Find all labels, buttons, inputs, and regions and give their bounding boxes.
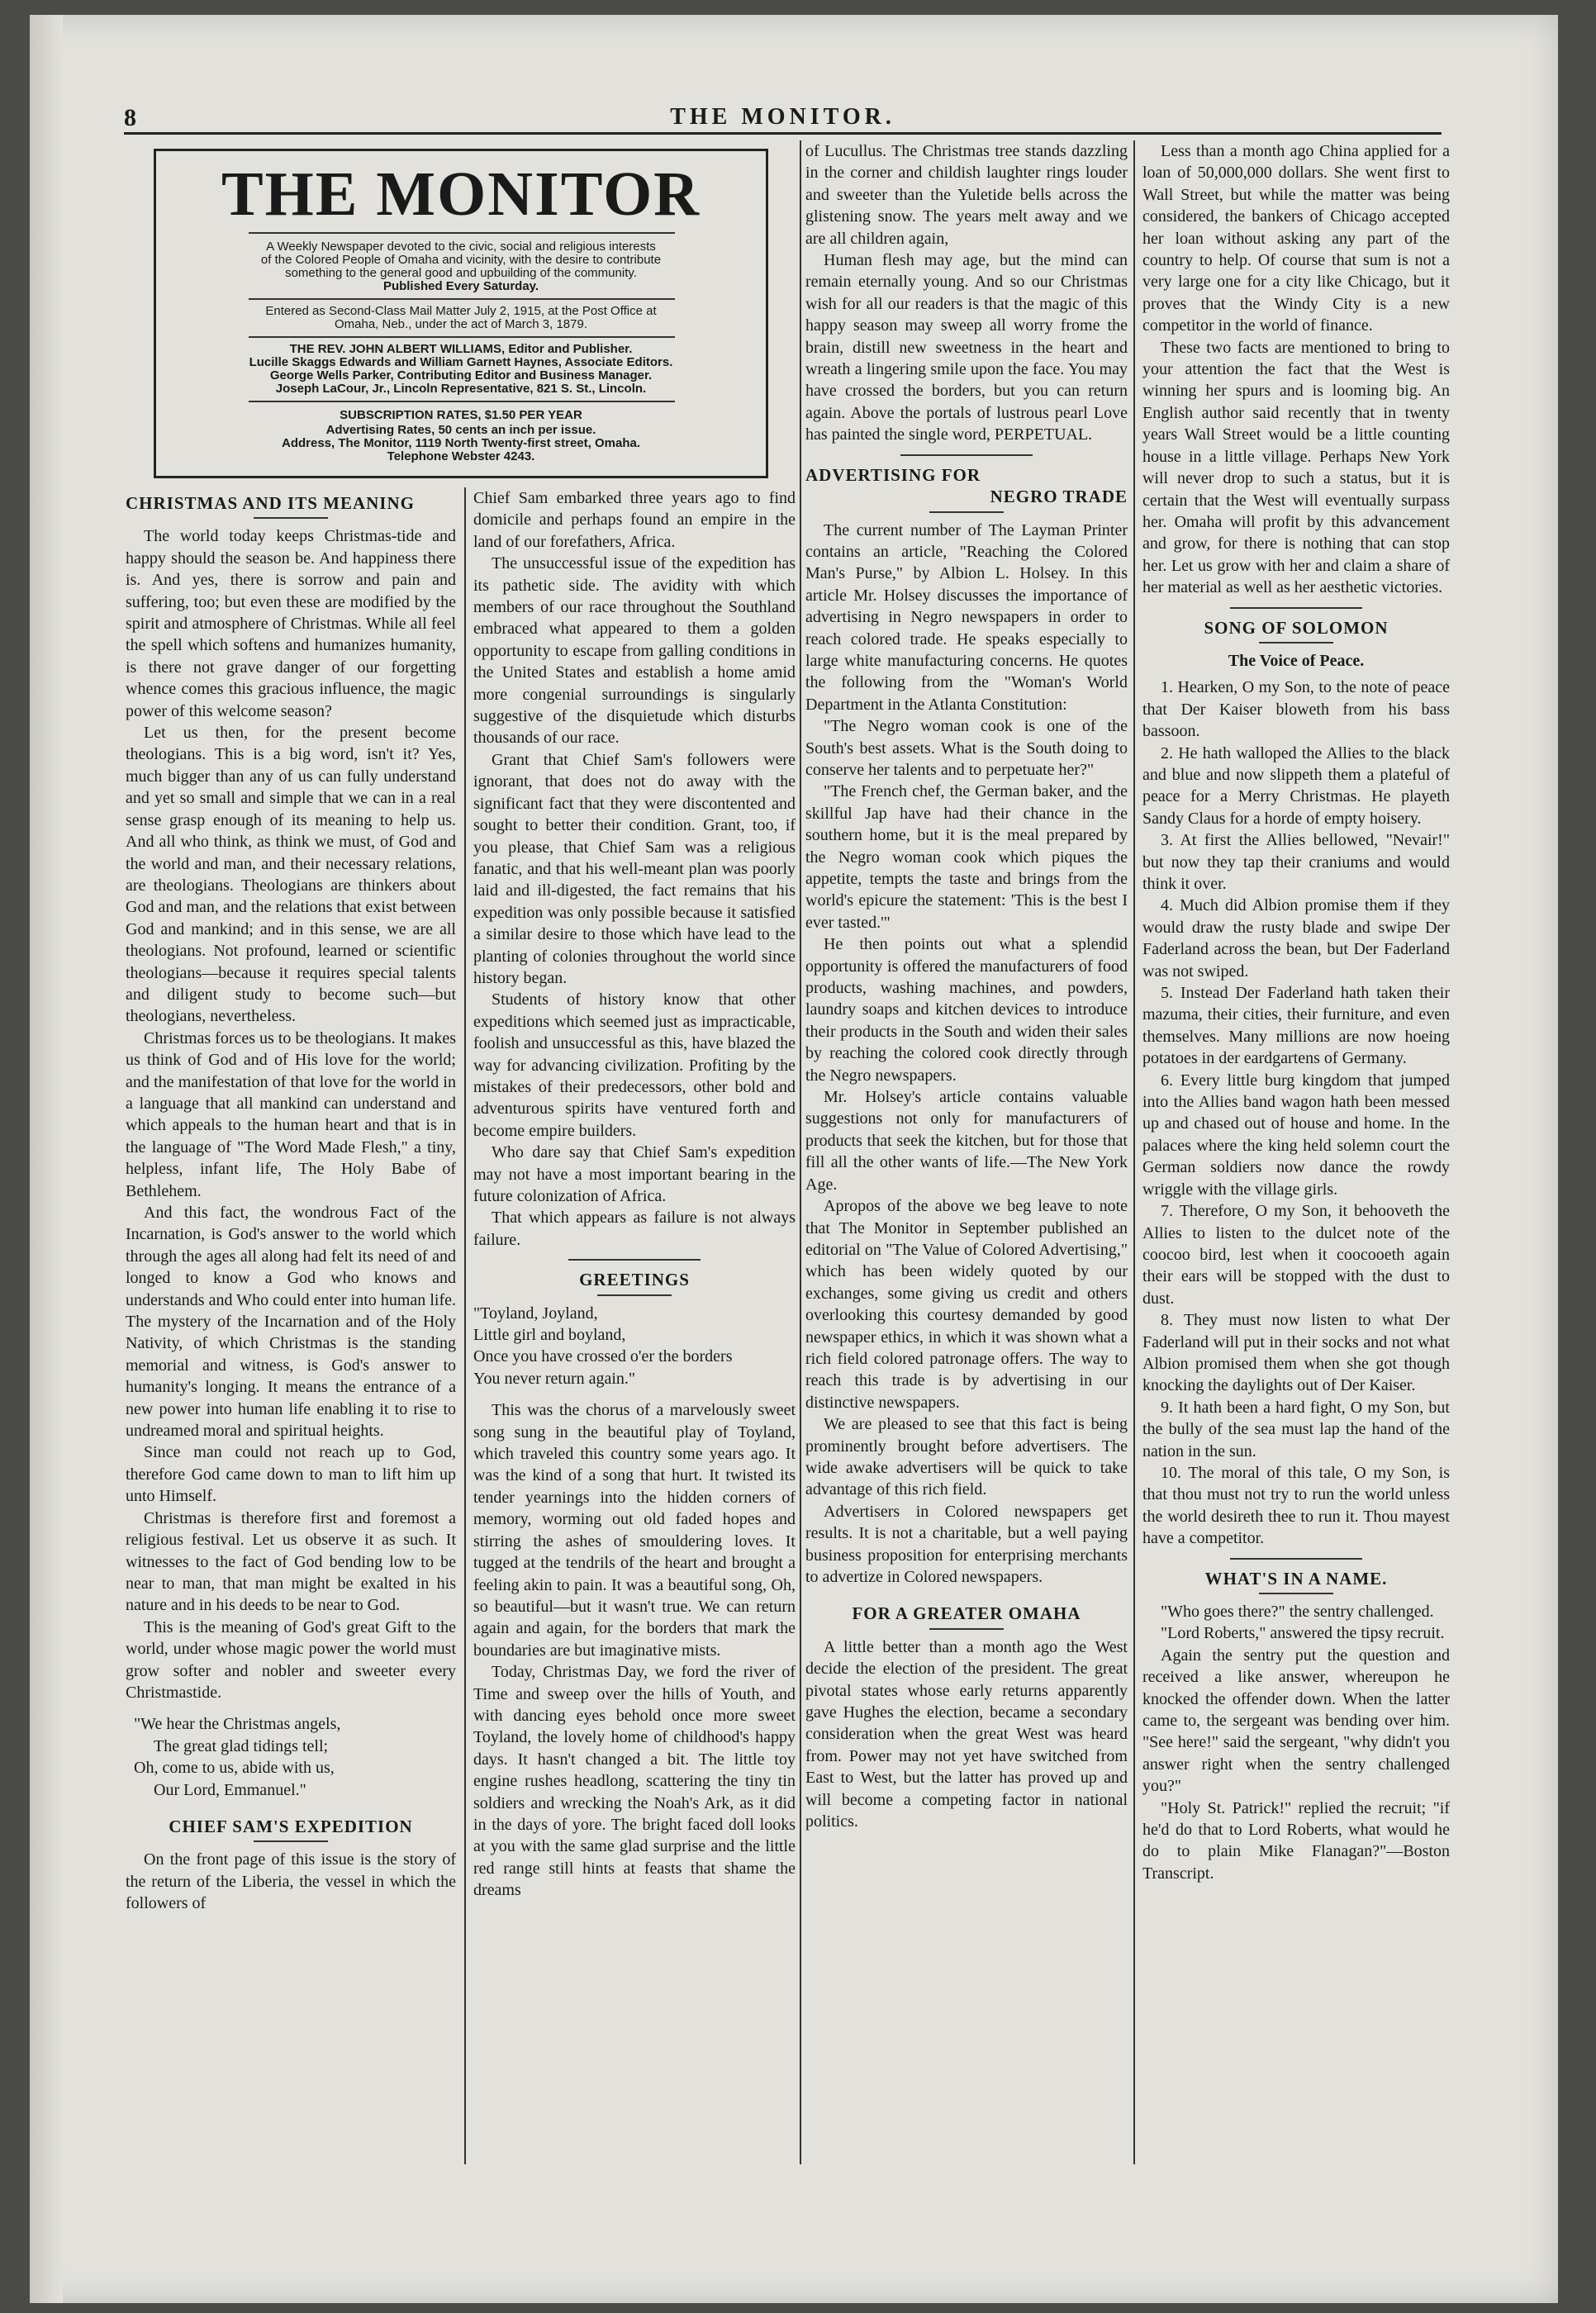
article-headline: GREETINGS <box>579 1270 690 1290</box>
article-paragraph: "Holy St. Patrick!" replied the recruit; "if he'd do that to Lord Roberts, what would he do to plain Mike Flanagan?"—Boston Transcript. <box>1142 1798 1450 1883</box>
page-number: 8 <box>124 104 136 131</box>
headline-rule <box>254 1840 328 1842</box>
column-2 <box>473 487 796 1902</box>
verse-paragraph: 6. Every little burg kingdom that jumped into the Allies band wagon hath been messed up and chased out of house and home. In the palaces where the king held solemn court the German soldiers now dance the rowdy wriggle with the village girls. <box>1142 1071 1450 1199</box>
article-paragraph: This was the chorus of a marvelously sweet song sung in the beautiful play of Toyland, which traveled this country some years ago. It was the kind of a song that hurt. It twisted its tender yearnings into the hidden corners of memory, worming out old faded hopes and stirring the ashes of smouldering loves. It tugged at the tendrils of the heart and brought a feeling akin to pain. It was a beautiful song, Oh, so beautiful—but it wasn't true. We can return again and again, for the borders that mark the boundaries are but imaginative mists. <box>473 1401 796 1660</box>
article-paragraph: We are pleased to see that this fact is being prominently brought before advertisers. The wide awake advertisers will be quick to take advantage of this rich field. <box>805 1415 1128 1499</box>
masthead-description: A Weekly Newspaper devoted to the civic, social and religious interests <box>266 240 656 254</box>
article-paragraph: Who dare say that Chief Sam's expedition may not have a most important bearing in the future colonization of Africa. <box>473 1143 796 1205</box>
article-paragraph: That which appears as failure is not always failure. <box>473 1209 796 1249</box>
article-paragraph: On the front page of this issue is the story of the return of the Liberia, the vessel in which the followers of <box>126 1850 456 1913</box>
article-headline: CHRISTMAS AND ITS MEANING <box>126 493 415 513</box>
article-headline: SONG OF SOLOMON <box>1204 617 1389 638</box>
masthead-entry: Omaha, Neb., under the act of March 3, 1879. <box>334 317 587 331</box>
article-paragraph: These two facts are mentioned to bring to your attention the fact that the West is winning her spurs and is looming big. An English author said recently that in twenty years Wall Street would be a little counting house in a little village. Perhaps New York will never drop to such a status, but it is certain that the West will eventually surpass her. Omaha will profit by this advancement and grow, for there is nothing that can stop her. Let us grow with her and claim a share of her material as well as her aesthetic victories. <box>1142 338 1450 597</box>
article-headline: ADVERTISING FOR <box>805 464 981 485</box>
masthead-editors: Lucille Skaggs Edwards and William Garnett Haynes, Associate Editors. <box>249 355 673 369</box>
advertising-rates: Advertising Rates, 50 cents an inch per issue. <box>325 423 596 437</box>
verse-line: You never return again." <box>473 1369 636 1388</box>
article-paragraph: The unsuccessful issue of the expedition has its pathetic side. The avidity with which members of our race throughout the Southland embraced what appeared to them a golden opportunity to escape from galling conditions in the United States and establish a home amid more congenial surroundings is singularly suggestive of the disquietude which disturbs thousands of our race. <box>473 554 796 748</box>
article-paragraph: The world today keeps Christmas-tide and happy should the season be. And happiness there is. And yes, there is sorrow and pain and suffering, too; but even these are modified by the spirit and atmosphere of Christmas. While all feel the spell which softens and humanizes humanity, is there not grave danger of our forgetting whence comes this gracious influence, the magic power of this welcome season? <box>126 527 456 720</box>
article-subheadline: The Voice of Peace. <box>1228 651 1365 670</box>
section-rule <box>900 454 1033 456</box>
headline-rule <box>929 1628 1004 1630</box>
article-paragraph: Let us then, for the present become theologians. This is a big word, isn't it? Yes, much bigger than any of us can fully understand and yet so small and simple that we can in a real sense grasp enough of its meaning to help us. And all who think, as think we must, of God and the world and man, and their necessary relations, are theologians. Theologians are thinkers about God and man, and the relations that exist between God and mankind; and in this sense, we are all theologians. Not profound, learned or scientific theologians—because it requires special talents and diligent study to become such—but theologians, nevertheless. <box>126 724 456 1026</box>
article-paragraph: Christmas is therefore first and foremost a religious festival. Let us observe it as such. It witnesses to the fact of God bending low to be near to man, that man might be exalted in his nature and in his deeds to be near to God. <box>126 1508 456 1615</box>
masthead-editor: THE REV. JOHN ALBERT WILLIAMS, Editor and Publisher. <box>289 342 633 356</box>
column-rule <box>800 140 801 2164</box>
masthead-representative: Joseph LaCour, Jr., Lincoln Representative, 821 S. St., Lincoln. <box>275 382 647 396</box>
verse-paragraph: 8. They must now listen to what Der Faderland will put in their socks and not what Albion promised them when she got though knocking the daylights out of Der Kaiser. <box>1142 1311 1450 1395</box>
page-header <box>124 104 1442 134</box>
article-paragraph: Apropos of the above we beg leave to note that The Monitor in September published an editorial on "The Value of Colored Advertising," which has been widely quoted by our exchanges, some giving us credit and others overlooking this courtesy demanded by good newspaper ethics, in which it was shown what a rich field colored patronage offers. The way to reach this trade is by advertising in our distinctive newspapers. <box>805 1197 1128 1412</box>
article-headline: CHIEF SAM'S EXPEDITION <box>169 1816 413 1836</box>
article-paragraph: Mr. Holsey's article contains valuable suggestions not only for manufacturers of products that seek the kitchen, but for those that fill all the other wants of life.—The New York Age. <box>805 1088 1128 1194</box>
column-3 <box>805 140 1128 1832</box>
headline-rule <box>1259 642 1333 644</box>
article-paragraph: "The French chef, the German baker, and the skillful Jap have had their chance in the southern home, but it is the meal prepared by the Negro woman cook which piques the appetite, tempts the taste and brings from the world's epicure the statement: 'This is the best I ever tasted.'" <box>805 782 1128 932</box>
masthead-box <box>154 149 768 478</box>
article-paragraph: The current number of The Layman Printer contains an article, "Reaching the Colored Man's Purse," by Albion L. Holsey. In this article Mr. Holsey discusses the importance of advertising in Negro newspapers in order to reach colored trade. He speaks especially to large white manufacturing concerns. He quotes the following from the "Woman's World Department in the Atlanta Constitution: <box>805 520 1128 714</box>
verse-paragraph: 2. He hath walloped the Allies to the black and blue and now slippeth them a plateful of peace for a Merry Christmas. He playeth Sandy Claus for a horde of empty hoisery. <box>1142 743 1450 828</box>
article-paragraph: "Who goes there?" the sentry challenged. <box>1161 1603 1434 1621</box>
article-paragraph: Chief Sam embarked three years ago to find domicile and perhaps found an empire in the land of our forefathers, Africa. <box>473 489 796 551</box>
article-paragraph: Human flesh may age, but the mind can remain eternally young. And so our Christmas wish for all our readers is that the magic of this happy season may sweep all worry frome the brain, distill new sweetness in the heart and wreath a lingering smile upon the face. You may have crossed the borders, but you can return again. Above the portals of lustrous pearl Love has painted the single word, PERPETUAL. <box>805 251 1128 444</box>
article-paragraph: This is the meaning of God's great Gift to the world, under whose magic power the world must grow softer and nobler and sweeter every Christmastide. <box>126 1617 456 1702</box>
verse-line: "Toyland, Joyland, <box>473 1304 598 1323</box>
section-rule <box>568 1259 701 1261</box>
section-rule <box>1230 1558 1362 1560</box>
article-paragraph: Today, Christmas Day, we ford the river of Time and sweep over the hills of Youth, and with dancing eyes behold once more sweet Toyland, the lovely home of childhood's happy days. It hasn't changed a bit. The little toy engine rushes headlong, scattering the tiny tin soldiers and wrecking the Noah's Ark, as it did in the days of yore. The bright faced doll looks at you with the same glad surprise and the little red range still hints at feasts that shame the dreams <box>473 1663 796 1900</box>
masthead-rule <box>249 336 675 338</box>
article-paragraph: Advertisers in Colored newspapers get results. It is not a charitable, but a well paying business proposition for enterprising merchants to advertize in Colored newspapers. <box>805 1502 1128 1586</box>
headline-rule <box>597 1294 672 1296</box>
address: Address, The Monitor, 1119 North Twenty-first street, Omaha. <box>282 436 640 450</box>
running-title: THE MONITOR. <box>670 104 895 130</box>
verse-line: Little girl and boyland, <box>473 1326 626 1345</box>
headline-rule <box>929 511 1004 513</box>
verse-paragraph: 5. Instead Der Faderland hath taken their mazuma, their cities, their furniture, and even themselves. Many millions are now hoeing potatoes in der eardgartens of Germany. <box>1142 984 1450 1068</box>
masthead-rule <box>249 298 675 300</box>
verse-paragraph: 3. At first the Allies bellowed, "Nevair!" but now they tap their craniums and would think it over. <box>1142 831 1450 893</box>
headline-rule <box>254 517 328 519</box>
article-paragraph: Again the sentry put the question and received a like answer, whereupon he knocked the offender down. When the latter came to, the sergeant was bending over him. "See here!" said the sergeant, "why didn't you answer right when the sentry challenged you?" <box>1142 1646 1450 1796</box>
masthead-rule <box>249 401 675 402</box>
article-paragraph: He then points out what a splendid opportunity is offered the manufacturers of food products, washing machines, and powders, laundry soaps and kitchen devices to introduce their products in the South and widen their sales by reaching the colored cook directly through the Negro newspapers. <box>805 935 1128 1085</box>
article-headline: FOR A GREATER OMAHA <box>852 1603 1081 1624</box>
subscription-rates: SUBSCRIPTION RATES, $1.50 PER YEAR <box>340 408 582 422</box>
masthead-entry: Entered as Second-Class Mail Matter July 2, 1915, at the Post Office at <box>265 304 657 318</box>
masthead-publication: Published Every Saturday. <box>382 279 539 293</box>
column-1 <box>126 487 456 1915</box>
verse-line: "We hear the Christmas angels, <box>134 1715 341 1734</box>
article-paragraph: Since man could not reach up to God, therefore God came down to man to lift him up unto Himself. <box>126 1443 456 1506</box>
article-paragraph: "Lord Roberts," answered the tipsy recruit. <box>1161 1624 1445 1643</box>
article-headline: NEGRO TRADE <box>990 487 1128 507</box>
article-headline: WHAT'S IN A NAME. <box>1204 1568 1388 1589</box>
masthead-description: of the Colored People of Omaha and vicinity, with the desire to contribute <box>260 253 662 267</box>
headline-rule <box>1259 1593 1333 1594</box>
page-edge-shadow <box>30 15 63 2303</box>
article-paragraph: Less than a month ago China applied for a loan of 50,000,000 dollars. She went first to Wall Street, but while the matter was being considered, the bankers of Chicago accepted her loan without asking any part of the country to help. Of course that sum is not a very large one for a city like Chicago, but it proves that the Windy City is a new competitor in the world of finance. <box>1142 142 1450 335</box>
verse-paragraph: 9. It hath been a hard fight, O my Son, but the bully of the sea must lap the hand of the nation in the sun. <box>1142 1398 1450 1460</box>
telephone: Telephone Webster 4243. <box>387 449 535 463</box>
article-paragraph: "The Negro woman cook is one of the South's best assets. What is the South doing to conserve her talents and to perpetuate her?" <box>805 717 1128 779</box>
masthead-description: something to the general good and upbuilding of the community. <box>285 266 637 280</box>
masthead-manager: George Wells Parker, Contributing Editor and Business Manager. <box>269 368 653 382</box>
article-paragraph: A little better than a month ago the West decide the election of the president. The great pivotal states whose early returns apparently gave Hughes the election, became a secondary consideration when the great West was heard from. Power may not yet have switched from East to West, but the latter has proved up and will become a competing factor in national politics. <box>805 1637 1128 1831</box>
verse-line: Oh, come to us, abide with us, <box>134 1759 335 1778</box>
verse-paragraph: 10. The moral of this tale, O my Son, is that thou must not try to run the world unless the world desireth thee to run it. Thou mayest have a competitor. <box>1142 1463 1450 1548</box>
column-rule <box>464 487 466 2164</box>
verse-paragraph: 1. Hearken, O my Son, to the note of peace that Der Kaiser bloweth from his bass bassoon. <box>1142 678 1450 741</box>
article-paragraph: And this fact, the wondrous Fact of the Incarnation, is God's answer to the world which through the ages all along had felt its need of and longed to know a God who knows and understands and Who could enter into human life. The mystery of the Incarnation and of the Holy Nativity, of which Christmas is the standing memorial and witness, is God's answer to humanity's longing. It means the entrance of a new power into human life enabling it to rise to undreamed moral and spiritual heights. <box>126 1204 456 1441</box>
verse-line: Once you have crossed o'er the borders <box>473 1347 733 1366</box>
column-4 <box>1142 140 1450 1884</box>
masthead-title: THE MONITOR <box>221 159 701 229</box>
verse-line: The great glad tidings tell; <box>154 1736 329 1755</box>
section-rule <box>1230 607 1362 609</box>
verse-paragraph: 4. Much did Albion promise them if they would draw the rusty blade and swipe Der Faderland across the bean, but Der Faderland was not swiped. <box>1142 896 1450 981</box>
column-rule <box>1133 140 1135 2164</box>
verse-line: Our Lord, Emmanuel." <box>154 1780 306 1799</box>
masthead-rule <box>249 232 675 234</box>
verse-paragraph: 7. Therefore, O my Son, it behooveth the Allies to listen to the dulcet note of the coocoo bird, lest when it coocooeth again their ears will be stopped with the dust to dust. <box>1142 1202 1450 1308</box>
article-paragraph: Christmas forces us to be theologians. It makes us think of God and of His love for the world; and the manifestation of that love for the world in a language that all mankind can understand and which appeals to the human heart and that is in the language of "The Word Made Flesh," a tiny, helpless, infant life, The Holy Babe of Bethlehem. <box>126 1028 456 1200</box>
article-paragraph: of Lucullus. The Christmas tree stands dazzling in the corner and childish laughter rings louder and sweeter than the Yuletide bells across the glistening snow. The years melt away and we are all children again, <box>805 142 1128 248</box>
article-paragraph: Grant that Chief Sam's followers were ignorant, that does not do away with the significant fact that they were discontented and sought to better their condition. Grant, too, if you please, that Chief Sam was a religious fanatic, and that his well-meant plan was poorly laid and ill-digested, the fact remains that his expedition was only possible because it satisfied a similar desire to those which have lead to the planting of colonies throughout the world since history began. <box>473 750 796 987</box>
header-rule <box>124 132 1442 135</box>
article-paragraph: Students of history know that other expeditions which seemed just as impracticable, foolish and unsuccessful as this, have blazed the way for advancing civilization. Profiting by the mistakes of their predecessors, other bold and adventurous spirits have ventured forth and become empire builders. <box>473 990 796 1140</box>
